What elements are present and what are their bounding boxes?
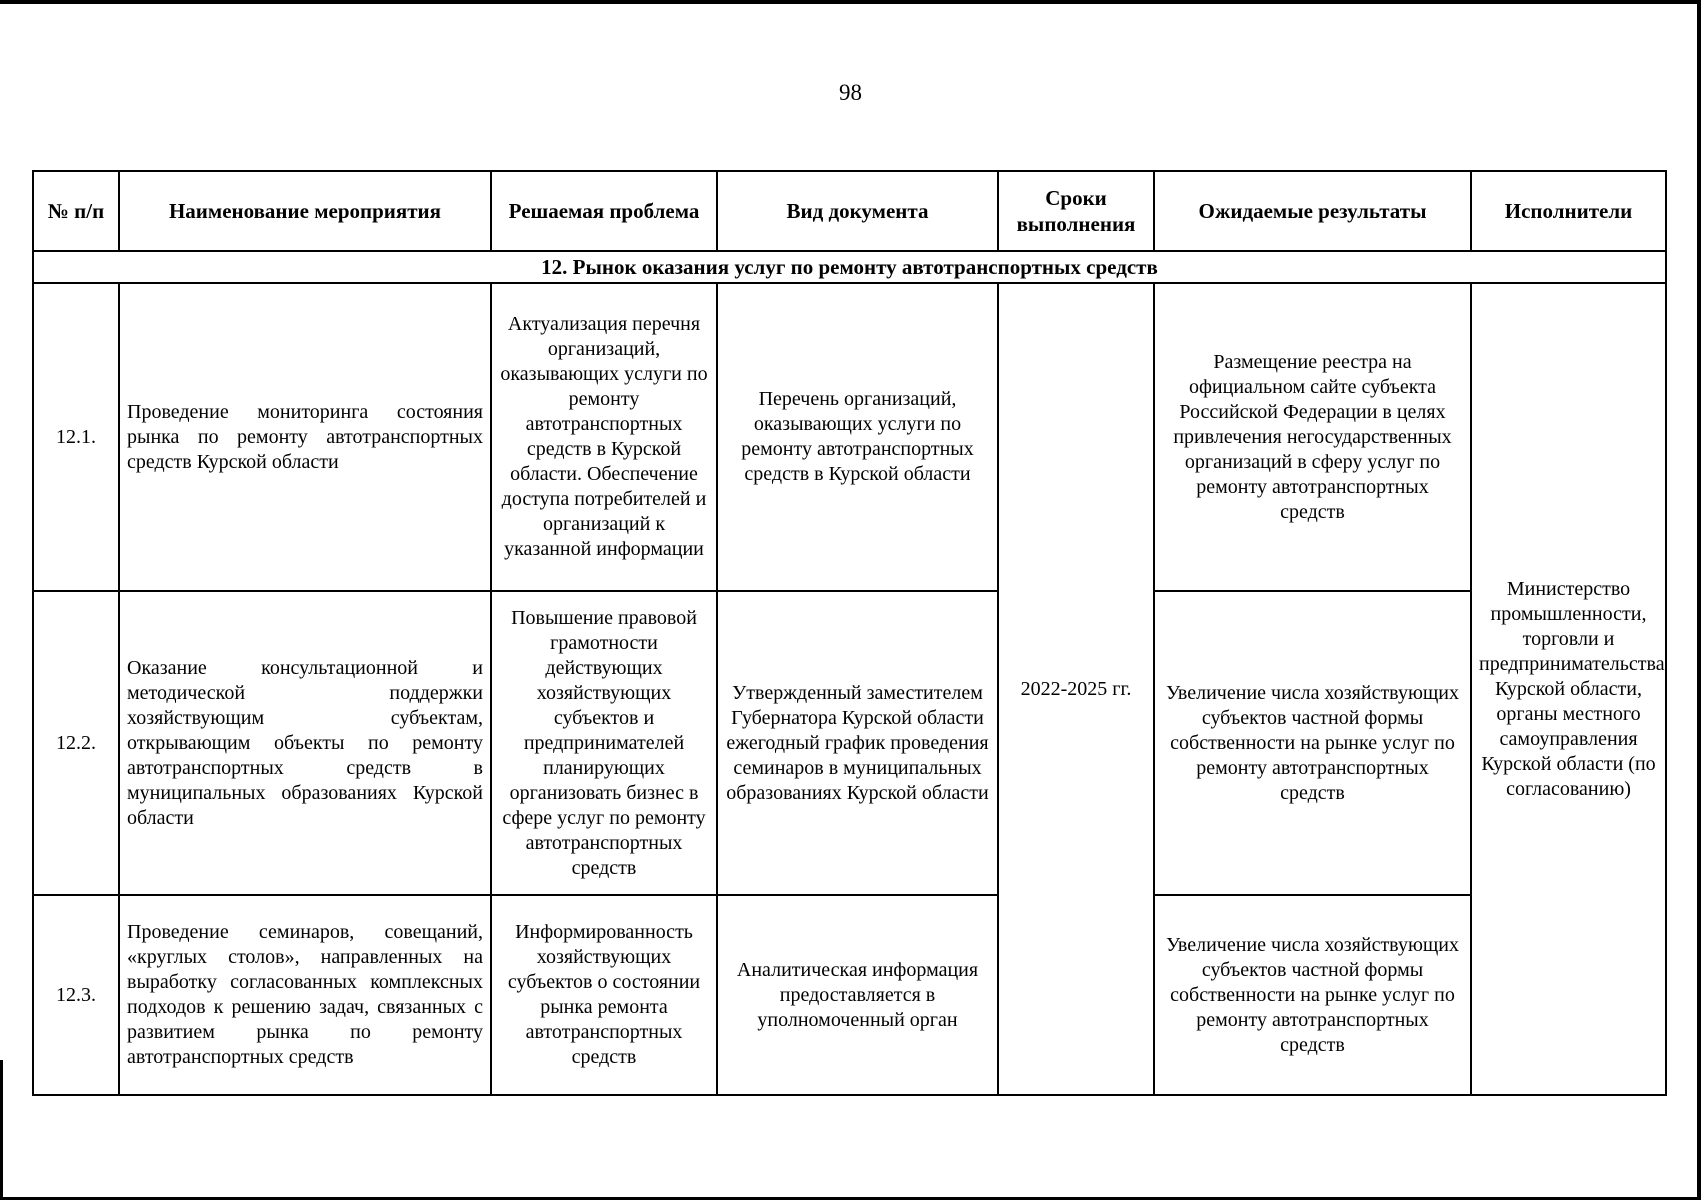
row-name: Оказание консультационной и методической поддержки хозяйствующим субъектам, открывающим объекты по ремонту автотранспортных средств в муниципальных образованиях Курской области	[119, 591, 491, 895]
executors-cell: Министерство промышленности, торговли и предпринимательства Курской области, органы местного самоуправления Курской области (по согласованию)	[1471, 283, 1666, 1095]
row-num: 12.3.	[33, 895, 119, 1095]
section-row	[33, 251, 1666, 283]
row-result: Увеличение числа хозяйствующих субъектов частной формы собственности на рынке услуг по ремонту автотранспортных средств	[1154, 895, 1471, 1095]
header-doc: Вид документа	[717, 171, 998, 251]
row-doc: Перечень организаций, оказывающих услуги по ремонту автотранспортных средств в Курской области	[717, 283, 998, 591]
row-problem: Информированность хозяйствующих субъектов о состоянии рынка ремонта автотранспортных средств	[491, 895, 717, 1095]
header-executors: Исполнители	[1471, 171, 1666, 251]
row-num: 12.2.	[33, 591, 119, 895]
table-header-row	[33, 171, 1666, 251]
measures-table	[32, 170, 1667, 1096]
header-problem: Решаемая проблема	[491, 171, 717, 251]
row-result: Увеличение числа хозяйствующих субъектов частной формы собственности на рынке услуг по ремонту автотранспортных средств	[1154, 591, 1471, 895]
term-cell: 2022-2025 гг.	[998, 283, 1154, 1095]
row-problem: Повышение правовой грамотности действующих хозяйствующих субъектов и предпринимателей планирующих организовать бизнес в сфере услуг по ремонту автотранспортных средств	[491, 591, 717, 895]
scan-border-top	[0, 0, 1701, 4]
row-num: 12.1.	[33, 283, 119, 591]
row-name: Проведение семинаров, совещаний, «круглых столов», направленных на выработку согласованных комплексных подходов к решению задач, связанных с развитием рынка по ремонту автотранспортных средств	[119, 895, 491, 1095]
scan-border-left	[0, 1060, 3, 1200]
row-doc: Утвержденный заместителем Губернатора Курской области ежегодный график проведения семинаров в муниципальных образованиях Курской области	[717, 591, 998, 895]
page-number: 98	[839, 80, 862, 105]
section-title: 12. Рынок оказания услуг по ремонту автотранспортных средств	[33, 251, 1666, 283]
header-result: Ожидаемые результаты	[1154, 171, 1471, 251]
row-name: Проведение мониторинга состояния рынка по ремонту автотранспортных средств Курской области	[119, 283, 491, 591]
row-doc: Аналитическая информация предоставляется в уполномоченный орган	[717, 895, 998, 1095]
table-row	[33, 895, 1666, 1095]
header-name: Наименование мероприятия	[119, 171, 491, 251]
row-result: Размещение реестра на официальном сайте субъекта Российской Федерации в целях привлечения негосударственных организаций в сферу услуг по ремонту автотранспортных средств	[1154, 283, 1471, 591]
header-term: Сроки выполнения	[998, 171, 1154, 251]
table-row	[33, 283, 1666, 591]
scan-border-right	[1697, 0, 1701, 1200]
header-num: № п/п	[33, 171, 119, 251]
row-problem: Актуализация перечня организаций, оказывающих услуги по ремонту автотранспортных средств в Курской области. Обеспечение доступа потребителей и организаций к указанной информации	[491, 283, 717, 591]
table-row	[33, 591, 1666, 895]
